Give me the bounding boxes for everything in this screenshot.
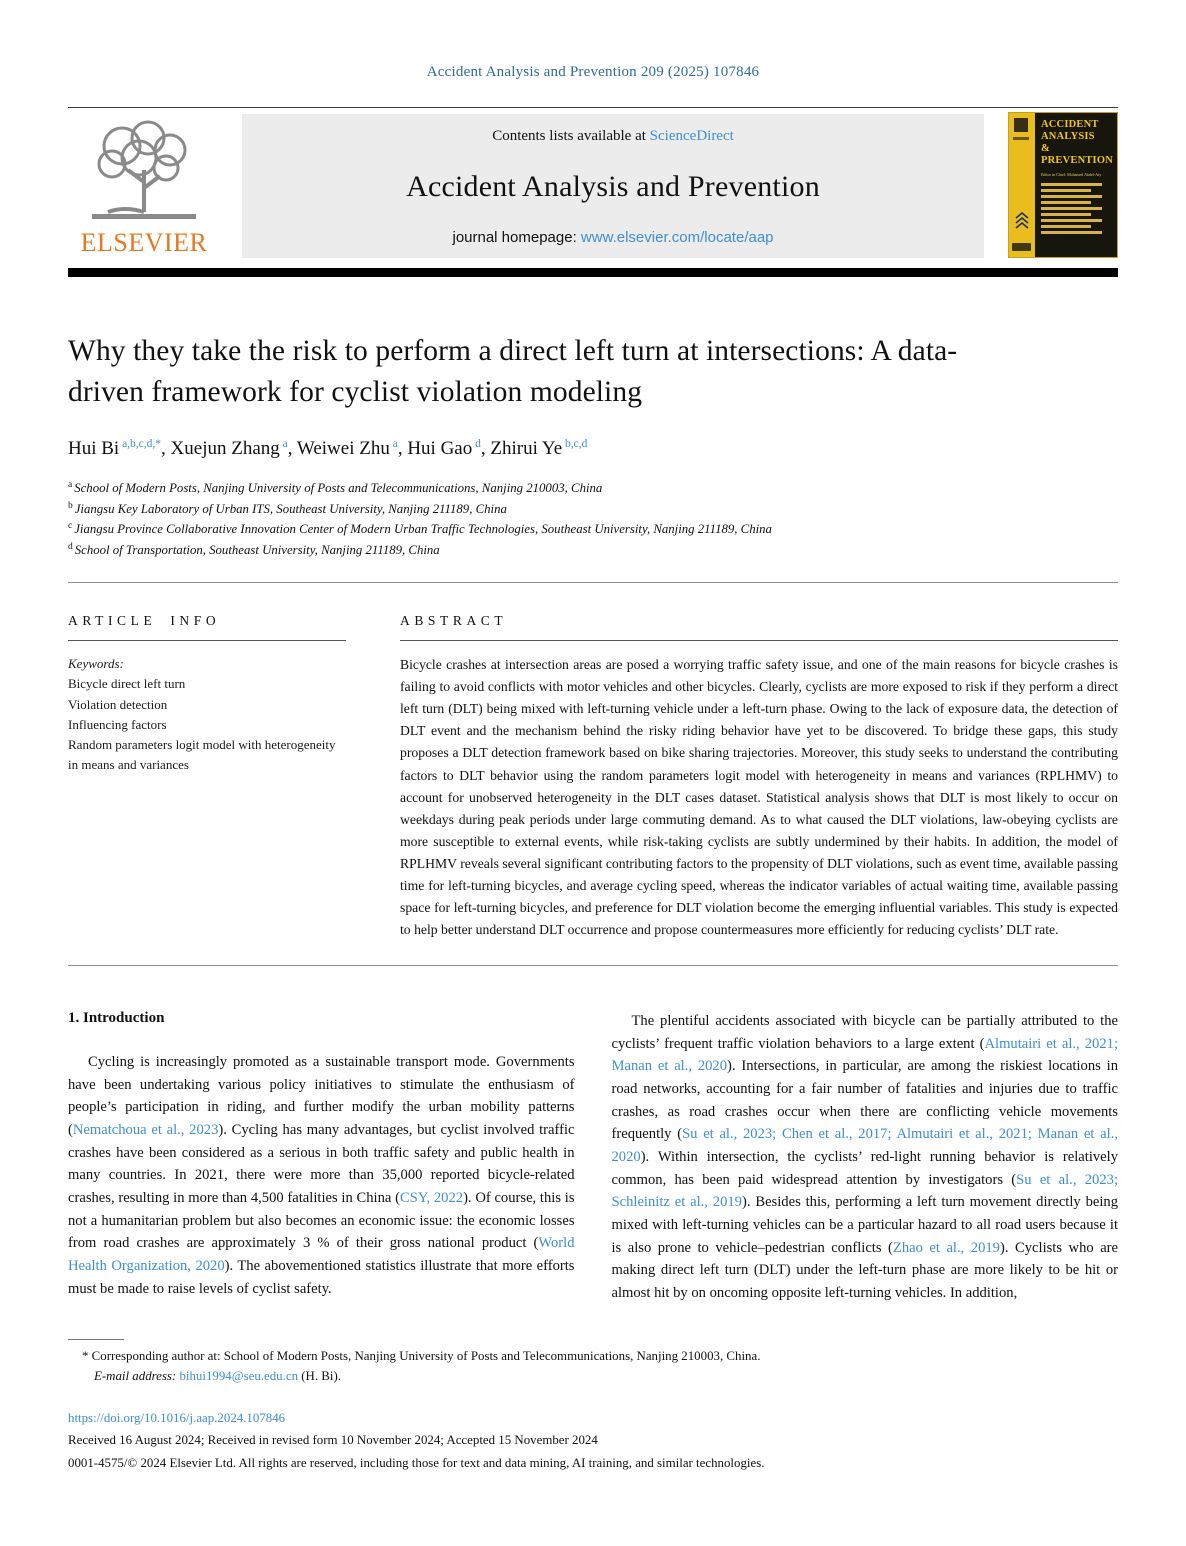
footnote-block (68, 1346, 1118, 1386)
affiliation-d: $^d$ School of Transportation, Southeast University, Nanjing 211189, China (68, 541, 440, 557)
article-info-column (68, 613, 346, 941)
homepage-label: journal homepage: (452, 229, 581, 246)
journal-title: Accident Analysis and Prevention (406, 170, 820, 203)
affiliation-a: $^a$ School of Modern Posts, Nanjing University of Posts and Telecommunications, Nanjing 210003, China (68, 480, 603, 496)
footnote-rule (68, 1339, 124, 1340)
cover-emblem-icon (1013, 211, 1031, 231)
header-bottom-bar (68, 268, 1118, 277)
elsevier-logo[interactable] (68, 112, 220, 258)
introduction-section (68, 1010, 1118, 1305)
header-top-rule (68, 107, 1118, 108)
abstract-rule (400, 640, 1118, 641)
intro-right-column (612, 1010, 1119, 1305)
article-info-heading: ARTICLE INFO (68, 613, 221, 629)
keywords-label: Keywords: (68, 656, 124, 672)
keyword-item: Violation detection (68, 696, 168, 712)
intro-paragraph-right: The plentiful accidents associated with bicycle can be partially attributed to the cyclists’ frequent traffic violation behaviors to a large extent (Almutairi et al., 2021; Manan et al., 2020). Intersections, in particular, are among the riskiest locations in road networks, accounting for a fair number of fatalities and injuries due to traffic crashes, as road crashes occur when there are conflicting vehicle movements frequently (Su et al., 2023; Chen et al., 2017; Almutairi et al., 2021; Manan et al., 2020). Within intersection, the cyclists’ red-light running behavior is relatively common, has been paid widespread attention by investigators (Su et al., 2023; Schleinitz et al., 2019). Besides this, performing a left turn movement directly being mixed with left-turning vehicles can be a particular hazard to all road users because it is also prone to vehicle–pedestrian conflicts (Zhao et al., 2019). Cyclists who are making direct left turn (DLT) under the left-turn phase are more likely to be hit or almost hit by on oncoming opposite left-turning vehicles. In addition, (611, 1012, 1119, 1302)
copyright-line: 0001-4575/© 2024 Elsevier Ltd. All rights are reserved, including those for text and data mining, AI training, and similar technologies. (68, 1456, 765, 1471)
journal-reference: Accident Analysis and Prevention 209 (2025) 107846 (426, 64, 760, 80)
cover-left-strip (1009, 113, 1035, 257)
contents-line (252, 128, 974, 145)
doi-link[interactable]: https://doi.org/10.1016/j.aap.2024.107846 (68, 1410, 286, 1425)
keyword-item: Random parameters logit model with heterogeneity in means and variances (68, 736, 336, 772)
author-list: Hui Bi $^{a,b,c,d,*}$, Xuejun Zhang $^a$, Weiwei Zhu $^a$, Hui Gao $^d$, Zhirui Ye $^{b,c,d}$ (68, 438, 588, 460)
homepage-line (252, 229, 974, 246)
cover-editor-line: Editor in Chief: Mohamed Abdel-Aty (1040, 172, 1102, 178)
cover-sciencedirect-mark (1012, 243, 1031, 251)
elsevier-wordmark: ELSEVIER (80, 228, 208, 257)
article-info-rule (68, 640, 346, 641)
cover-title-panel (1035, 113, 1117, 257)
homepage-url-link[interactable]: www.elsevier.com/locate/aap (580, 229, 774, 246)
keyword-item: Bicycle direct left turn (68, 676, 186, 692)
keyword-item: Influencing factors (68, 716, 167, 732)
intro-left-column (68, 1010, 575, 1305)
info-abstract-section (68, 613, 1118, 941)
cover-title: ACCIDENT ANALYSIS & PREVENTION (1040, 119, 1113, 167)
journal-banner (242, 114, 984, 258)
received-dates: Received 16 August 2024; Received in revised form 10 November 2024; Accepted 15 November 2024 (68, 1433, 598, 1448)
abstract-column (400, 613, 1118, 941)
title-block-rule (68, 582, 1118, 583)
abstract-bottom-rule (68, 965, 1118, 966)
article-footer (68, 1408, 1118, 1474)
intro-paragraph-left: Cycling is increasingly promoted as a sustainable transport mode. Governments have been undertaking various policy initiatives to stimulate the enthusiasm of people’s participation in riding, and further modify the urban mobility patterns (Nematchoua et al., 2023). Cycling has many advantages, but cyclist involved traffic crashes have been considered as a serious in both traffic safety and public health in many countries. In 2021, there were more than 35,000 reported bicycle-related crashes, resulting in more than 4,500 fatalities in China (CSY, 2022). Of course, this is not a humanitarian problem but also becomes an economic issue: the economic losses from road crashes are approximately 3 % of their gross national product (World Health Organization, 2020). The abovementioned statistics illustrate that more efforts must be made to raise levels of cyclist safety. (68, 1053, 575, 1297)
elsevier-tree-icon (84, 120, 204, 228)
email-line: E-mail address: bihui1994@seu.edu.cn (H. Bi). (94, 1368, 341, 1383)
abstract-heading: ABSTRACT (400, 613, 508, 629)
abstract-text: Bicycle crashes at intersection areas are posed a worrying traffic safety issue, and one of the main reasons for bicycle crashes is failing to avoid conflicts with motor vehicles and other bicycles. Clearly, cyclists are more exposed to risk if they perform a direct left turn (DLT) being mixed with left-turning vehicle under a left-turn phase. Owing to the lack of exposure data, the detection of DLT event and the mechanism behind the risky riding behavior have yet to be discovered. To bridge these gaps, this study proposes a DLT detection framework based on bike sharing trajectories. Moreover, this study seeks to understand the contributing factors to DLT behavior using the random parameters logit model with heterogeneity in means and variances (RPLHMV) to account for unobserved heterogeneity in the DLT cases dataset. Statistical analysis shows that DLT is most likely to occur on weekdays during peak periods under large commuting demand. As to what caused the DLT violations, law-obeying cyclists are more susceptible to external events, while risk-taking cyclists are subtly undermined by their habits. In addition, the model of RPLHMV reveals several significant contributing factors to the propensity of DLT violations, such as event time, available passing time for left-turning bicycles, and average cycling speed, whereas the indicator variables of actual waiting time, available passing space for left-turning bicycles, and preference for DLT violation become the emerging influential variables. This study is expected to help better understand DLT occurrence and propose countermeasures more efficiently for reducing cyclists’ DLT rate. (400, 657, 1118, 937)
affiliation-c: $^c$ Jiangsu Province Collaborative Innovation Center of Modern Urban Traffic Technologies, Southeast University, Nanjing 211189, China (68, 521, 772, 537)
cover-issn-mark (1014, 118, 1028, 132)
sciencedirect-link[interactable]: ScienceDirect (649, 128, 734, 144)
introduction-heading: 1. Introduction (68, 1009, 165, 1026)
affiliation-b: $^b$ Jiangsu Key Laboratory of Urban ITS, Southeast University, Nanjing 211189, China (68, 500, 507, 516)
journal-cover-thumbnail[interactable] (1008, 112, 1118, 258)
contents-prefix: Contents lists available at (492, 128, 650, 144)
corresponding-author-note: * Corresponding author at: School of Modern Posts, Nanjing University of Posts and Telecommunications, Nanjing 210003, China. (82, 1348, 761, 1363)
cover-topic-lines (1041, 183, 1113, 234)
affiliations (68, 478, 1118, 560)
article-title: Why they take the risk to perform a direct left turn at intersections: A data-driven framework for cyclist violation modeling (68, 335, 958, 408)
journal-header (68, 112, 1118, 258)
cover-issn-text (1013, 137, 1029, 140)
